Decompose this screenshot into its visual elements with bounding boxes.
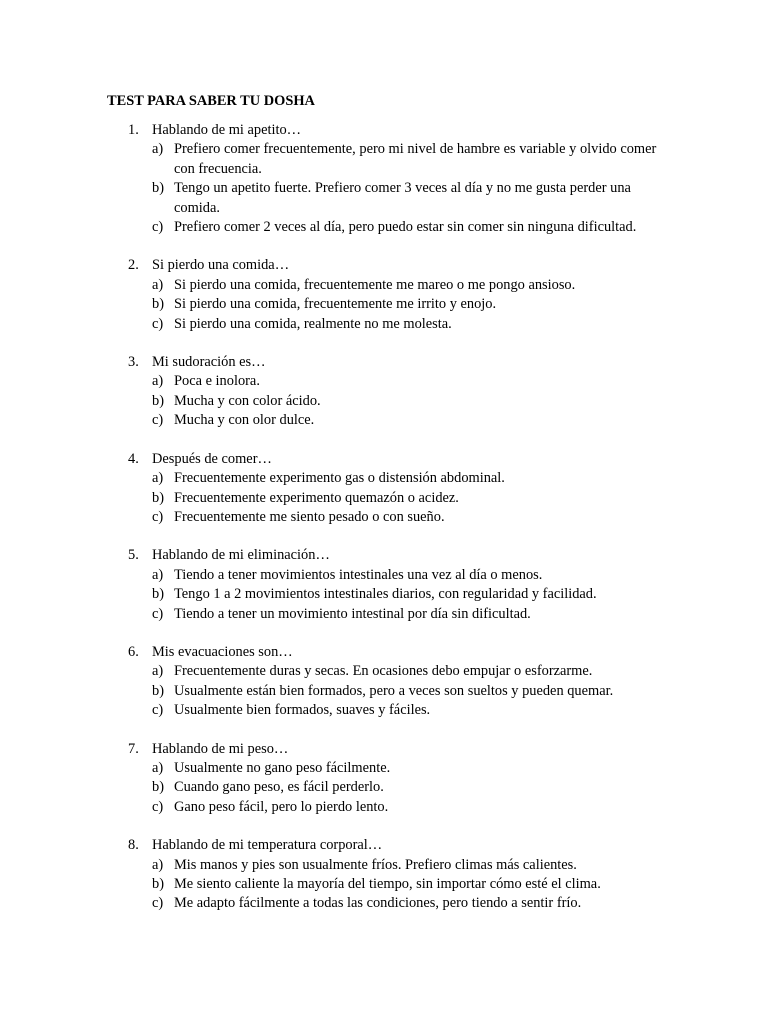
option-text: Me adapto fácilmente a todas las condiciones, pero tiendo a sentir frío. <box>174 895 582 912</box>
option-letter: b) <box>152 682 164 699</box>
option-text: Prefiero comer 2 veces al día, pero puedo estar sin comer sin ninguna dificultad. <box>174 219 637 236</box>
option-b <box>0 295 768 314</box>
question-number: 2. <box>128 257 139 274</box>
option-a <box>0 469 768 488</box>
option-letter: a) <box>152 663 164 680</box>
option-letter: b) <box>152 779 164 796</box>
question-number: 1. <box>128 122 139 138</box>
question-6 <box>0 643 768 721</box>
option-text: Cuando gano peso, es fácil perderlo. <box>174 779 384 796</box>
option-letter: b) <box>152 586 164 603</box>
option-b <box>0 179 768 218</box>
option-text: Frecuentemente experimento gas o distensión abdominal. <box>174 470 505 487</box>
option-text: Tengo 1 a 2 movimientos intestinales diarios, con regularidad y facilidad. <box>174 586 597 603</box>
option-a <box>0 372 768 391</box>
question-text: Hablando de mi eliminación… <box>152 547 330 564</box>
question-8 <box>0 836 768 914</box>
option-b <box>0 489 768 508</box>
option-b <box>0 778 768 797</box>
option-text: Me siento caliente la mayoría del tiempo, sin importar cómo esté el clima. <box>174 876 601 892</box>
option-text: Usualmente no gano peso fácilmente. <box>174 759 391 776</box>
option-a <box>0 140 768 179</box>
option-c <box>0 508 768 527</box>
question-number: 8. <box>128 837 139 854</box>
question-number: 4. <box>128 450 139 467</box>
question-list <box>0 121 768 933</box>
question-number: 7. <box>128 740 139 757</box>
option-letter: c) <box>152 508 164 525</box>
question-3 <box>0 353 768 431</box>
question-text: Hablando de mi apetito… <box>152 122 302 138</box>
option-letter: a) <box>152 141 164 158</box>
option-letter: c) <box>152 702 164 719</box>
option-text: Frecuentemente me siento pesado o con sueño. <box>174 508 445 525</box>
option-c <box>0 894 768 913</box>
option-list <box>0 856 768 914</box>
option-letter: b) <box>152 489 164 506</box>
option-text: Frecuentemente experimento quemazón o acidez. <box>174 489 459 506</box>
option-text: Tiendo a tener un movimiento intestinal por día sin dificultad. <box>174 605 531 622</box>
question-7 <box>0 740 768 818</box>
option-list <box>0 372 768 430</box>
option-a <box>0 276 768 295</box>
question-number: 5. <box>128 547 139 564</box>
option-letter: a) <box>152 373 164 390</box>
option-text: Gano peso fácil, pero lo pierdo lento. <box>174 798 389 815</box>
question-text: Si pierdo una comida… <box>152 257 290 274</box>
option-text: Frecuentemente duras y secas. En ocasiones debo empujar o esforzarme. <box>174 663 593 680</box>
option-a <box>0 566 768 585</box>
option-list <box>0 469 768 527</box>
question-5 <box>0 546 768 624</box>
option-c <box>0 798 768 817</box>
option-letter: a) <box>152 856 164 873</box>
option-b <box>0 392 768 411</box>
question-text: Mis evacuaciones son… <box>152 643 293 660</box>
option-text: Usualmente bien formados, suaves y fáciles. <box>174 702 431 719</box>
option-a <box>0 759 768 778</box>
option-letter: c) <box>152 605 164 622</box>
option-letter: c) <box>152 798 164 815</box>
option-c <box>0 315 768 334</box>
option-letter: c) <box>152 895 164 912</box>
option-c <box>0 218 768 237</box>
option-letter: a) <box>152 470 164 487</box>
option-text: Si pierdo una comida, frecuentemente me mareo o me pongo ansioso. <box>174 276 576 293</box>
option-letter: c) <box>152 219 164 236</box>
option-text: Tiendo a tener movimientos intestinales una vez al día o menos. <box>174 566 543 583</box>
question-2 <box>0 256 768 334</box>
option-list <box>0 662 768 720</box>
option-text: Si pierdo una comida, frecuentemente me irrito y enojo. <box>174 296 497 313</box>
option-letter: a) <box>152 276 164 293</box>
option-b <box>0 585 768 604</box>
option-letter: b) <box>152 180 164 197</box>
option-letter: c) <box>152 412 164 429</box>
option-b <box>0 875 768 894</box>
question-1 <box>0 121 768 237</box>
option-letter: a) <box>152 759 164 776</box>
option-text: Mucha y con color ácido. <box>174 392 321 409</box>
option-letter: c) <box>152 315 164 332</box>
option-a <box>0 856 768 875</box>
option-list <box>0 140 768 237</box>
option-c <box>0 411 768 430</box>
option-letter: b) <box>152 876 164 892</box>
question-number: 3. <box>128 354 139 371</box>
option-letter: a) <box>152 566 164 583</box>
option-text: Tengo un apetito fuerte. Prefiero comer 3 veces al día y no me gusta perder una comida. <box>174 180 631 216</box>
question-text: Hablando de mi temperatura corporal… <box>152 837 383 854</box>
option-c <box>0 605 768 624</box>
option-list <box>0 759 768 817</box>
option-letter: b) <box>152 392 164 409</box>
option-text: Mucha y con olor dulce. <box>174 412 315 429</box>
question-text: Hablando de mi peso… <box>152 740 289 757</box>
option-text: Poca e inolora. <box>174 373 260 390</box>
option-text: Prefiero comer frecuentemente, pero mi nivel de hambre es variable y olvido comer con frecuencia. <box>174 141 657 177</box>
question-text: Después de comer… <box>152 450 272 467</box>
option-b <box>0 682 768 701</box>
option-letter: b) <box>152 296 164 313</box>
option-list <box>0 566 768 624</box>
option-c <box>0 701 768 720</box>
option-list <box>0 276 768 334</box>
question-number: 6. <box>128 643 139 660</box>
question-4 <box>0 450 768 528</box>
option-text: Si pierdo una comida, realmente no me molesta. <box>174 315 452 332</box>
document-title: TEST PARA SABER TU DOSHA <box>107 93 315 109</box>
option-text: Mis manos y pies son usualmente fríos. Prefiero climas más calientes. <box>174 856 577 873</box>
option-a <box>0 662 768 681</box>
option-text: Usualmente están bien formados, pero a veces son sueltos y pueden quemar. <box>174 682 614 699</box>
question-text: Mi sudoración es… <box>152 354 266 371</box>
